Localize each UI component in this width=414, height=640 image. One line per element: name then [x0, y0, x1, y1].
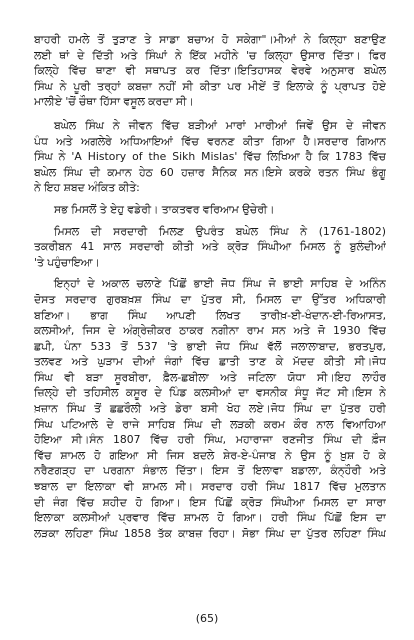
text-line: ਲੜਕਾ ਲਹਿਣਾ ਸਿੰਘ 1858 ਤੱਕ ਕਾਬਜ਼ ਰਿਹਾ। ਸੋਭਾ ਸਿੰਘ ਦਾ ਪੁੱਤਰ ਲਹਿਣਾ ਸਿੰਘ	[34, 526, 386, 540]
text-line: ਬਾਹਰੀ ਹਮਲੇ ਤੋਂ ਤੁੜਾਣ ਤੇ ਸਾਡਾ ਬਚਾਅ ਹੋ ਸਕੇਗਾ"।ਮੀਆਂ ਨੇ ਕਿਲ੍ਹਾ ਬਣਾਉਣ	[34, 33, 386, 46]
text-line: ਮਾਲੀਏ 'ਚੋਂ ਚੌਥਾ ਹਿੱਸਾ ਵਸੂਲ ਕਰਦਾ ਸੀ।	[34, 95, 194, 109]
text-line: ਇਲਾਕਾ ਕਲਸੀਆਂ ਪ੍ਰਵਾਰ ਵਿੱਚ ਸ਼ਾਮਲ ਹੋ ਗਿਆ। ਹਰੀ ਸਿੰਘ ਪਿੱਛੋਂ ਇਸ ਦਾ	[34, 511, 386, 525]
text-line: ਹੋਇਆ ਸੀ।ਸੰਨ 1807 ਵਿੱਚ ਹਰੀ ਸਿੰਘ, ਮਹਾਰਾਜਾ ਰਣਜੀਤ ਸਿੰਘ ਦੀ ਫ਼ੌਜ	[34, 433, 386, 447]
text-line: ਪੰਧ ਅਤੇ ਅਗਲੇਰੇ ਅਧਿਆਇਆਂ ਵਿੱਚ ਵਰਨਣ ਕੀਤਾ ਗਿਆ ਹੈ।ਸਰਦਾਰ ਗਿਆਨ	[34, 134, 386, 148]
text-line: ਲਈ ਥਾਂ ਦੇ ਦਿੱਤੀ ਅਤੇ ਸਿੰਘਾਂ ਨੇ ਇੱਕ ਮਹੀਨੇ 'ਚ ਕਿਲ੍ਹਾ ਉਸਾਰ ਦਿੱਤਾ। ਫਿਰ	[34, 48, 386, 62]
verse-quote	[34, 202, 386, 218]
document-page	[34, 32, 386, 541]
text-line: ਸਿੰਘ ਨੇ 'A History of the Sikh Mislas' ਵਿੱਚ ਲਿਖਿਆ ਹੈ ਕਿ 1783 ਵਿੱਚ	[34, 150, 386, 164]
text-line: ਦੀ ਜੰਗ ਵਿੱਚ ਸ਼ਹੀਦ ਹੋ ਗਿਆ। ਇਸ ਪਿੱਛੋਂ ਕ੍ਰੋੜ ਸਿੰਘੀਆ ਮਿਸਲ ਦਾ ਸਾਰਾ	[34, 495, 386, 509]
text-line: ਬਘੇਲ ਸਿੰਘ ਦੀ ਕਮਾਨ ਹੇਠ 60 ਹਜ਼ਾਰ ਸੈਨਿਕ ਸਨ।ਇਸੇ ਕਰਕੇ ਰਤਨ ਸਿੰਘ ਭੰਗੂ	[34, 165, 386, 179]
page-number: (65)	[195, 612, 219, 625]
text-line: ਤਲਵਣ ਅਤੇ ਘੁੜਾਮ ਦੀਆਂ ਜੰਗਾਂ ਵਿੱਚ ਛਾਤੀ ਤਾਣ ਕੇ ਮੱਦਦ ਕੀਤੀ ਸੀ।ਜੋਧ	[34, 355, 386, 369]
text-line: ਇਨ੍ਹਾਂ ਦੇ ਅਕਾਲ ਚਲਾਣੇ ਪਿੱਛੋਂ ਭਾਈ ਜੋਧ ਸਿੰਘ ਜੋ ਭਾਈ ਸਾਹਿਬ ਦੇ ਅਨਿੰਨ	[54, 277, 386, 291]
paragraph-gap	[34, 110, 386, 118]
text-line: 'ਤੇ ਪਹੁੰਚਾਇਆ।	[34, 255, 100, 269]
paragraph-3	[34, 224, 386, 271]
text-line: ਝਬਾਲ ਦਾ ਇਲਾਕਾ ਵੀ ਸ਼ਾਮਲ ਸੀ। ਸਰਦਾਰ ਹਰੀ ਸਿੰਘ 1817 ਵਿੱਚ ਮੁਲਤਾਨ	[34, 480, 386, 494]
text-line: ਖ਼ਜ਼ਾਨ ਸਿੰਘ ਤੋਂ ਛਛਰੌਲੀ ਅਤੇ ਡੇਰਾ ਬਸੀ ਖੋਹ ਲਏ।ਜੋਧ ਸਿੰਘ ਦਾ ਪੁੱਤਰ ਹਰੀ	[34, 402, 386, 416]
text-line: ਨਰੈਣਗੜ੍ਹ ਦਾ ਪਰਗਨਾ ਸੰਭਾਲ ਦਿੱਤਾ। ਇਸ ਤੋਂ ਇਲਾਵਾ ਬਡਾਲਾ, ਕੰਨ੍ਹੌਰੀ ਅਤੇ	[34, 464, 386, 478]
text-line: ਸਿੰਘ ਨੇ ਪੂਰੀ ਤਰ੍ਹਾਂ ਕਬਜ਼ਾ ਨਹੀਂ ਸੀ ਕੀਤਾ ਪਰ ਮੀਏਂ ਤੋਂ ਇਲਾਕੇ ਨੂੰ ਪ੍ਰਾਪਤ ਹੋਏ	[34, 79, 386, 93]
text-line: ਮਿਸਲ ਦੀ ਸਰਦਾਰੀ ਮਿਲਣ ਉਪਰੰਤ ਬਘੇਲ ਸਿੰਘ ਨੇ (1761-1802)	[54, 224, 386, 238]
text-line: ਤਕਰੀਬਨ 41 ਸਾਲ ਸਰਦਾਰੀ ਕੀਤੀ ਅਤੇ ਕ੍ਰੋੜ ਸਿੰਘੀਆ ਮਿਸਲ ਨੂੰ ਬੁਲੰਦੀਆਂ	[34, 240, 386, 254]
text-line: ਜ਼ਿਲ੍ਹੇ ਦੀ ਤਹਿਸੀਲ ਕਸੂਰ ਦੇ ਪਿੰਡ ਕਲਸੀਆਂ ਦਾ ਵਸਨੀਕ ਸੰਧੂ ਜੱਟ ਸੀ।ਇਸ ਨੇ	[34, 386, 386, 400]
text-line: ਕਲਸੀਆਂ, ਜਿਸ ਦੇ ਅੰਗ੍ਰੇਜ਼ੀਕਰ ਠਾਕਰ ਨਗੀਨਾ ਰਾਮ ਸਨ ਅਤੇ ਜੋ 1930 ਵਿੱਚ	[34, 324, 386, 338]
verse-line: ਸਭ ਮਿਸਲੋਂ ਤੇ ਏਹੁ ਵਡੇਰੀ। ਤਾਕਤਵਰ ਵਰਿਆਮ ਉਚੇਰੀ।	[54, 202, 275, 216]
text-line: ਨੇ ਇਹ ਸ਼ਬਦ ਅੰਕਿਤ ਕੀਤੇ:	[34, 181, 140, 195]
text-line: ਛਪੀ, ਪੰਨਾ 533 ਤੋਂ 537 'ਤੇ ਭਾਈ ਜੋਧ ਸਿੰਘ ਵੱਲੋਂ ਜਲਾਲਾਬਾਦ, ਭਰਤਪੁਰ,	[34, 339, 386, 353]
text-line: ਸਿੰਘ ਪਟਿਆਲੇ ਦੇ ਰਾਜੇ ਸਾਹਿਬ ਸਿੰਘ ਦੀ ਲੜਕੀ ਕਰਮ ਕੌਰ ਨਾਲ ਵਿਆਹਿਆ	[34, 417, 386, 431]
text-line: ਬਣਿਆ। ਭਾਗ ਸਿੰਘ ਆਪਣੀ ਲਿਖਤ ਤਾਰੀਖ਼-ਈ-ਖੰਦਾਨ-ਈ-ਰਿਆਸਤ,	[34, 308, 386, 322]
text-line: ਵਿੱਚ ਸ਼ਾਮਲ ਹੋ ਗਇਆ ਸੀ ਜਿਸ ਬਦਲੇ ਸ਼ੇਰ-ਏ-ਪੰਜਾਬ ਨੇ ਉਸ ਨੂੰ ਖ਼ੁਸ਼ ਹੋ ਕੇ	[34, 448, 386, 462]
paragraph-4	[34, 276, 386, 541]
paragraph-2	[34, 118, 386, 196]
text-line: ਦੋਸਤ ਸਰਦਾਰ ਗੁਰਬਖ਼ਸ਼ ਸਿੰਘ ਦਾ ਪੁੱਤਰ ਸੀ, ਮਿਸਲ ਦਾ ਉੱਤਰ ਅਧਿਕਾਰੀ	[34, 292, 386, 306]
paragraph-1	[34, 32, 386, 110]
text-line: ਬਘੇਲ ਸਿੰਘ ਨੇ ਜੀਵਨ ਵਿੱਚ ਬੜੀਆਂ ਮਾਰਾਂ ਮਾਰੀਆਂ ਜਿਵੇਂ ਉਸ ਦੇ ਜੀਵਨ	[54, 118, 386, 132]
text-line: ਸਿੰਘ ਵੀ ਬੜਾ ਸੂਰਬੀਰਾ, ਫ਼ੈਲ-ਛਬੀਲਾ ਅਤੇ ਜਟਿਲਾ ਯੋਧਾ ਸੀ।ਇਹ ਲਾਹੌਰ	[34, 370, 386, 384]
text-line: ਕਿਲ੍ਹੇ ਵਿੱਚ ਥਾਣਾ ਵੀ ਸਥਾਪਤ ਕਰ ਦਿੱਤਾ।ਇਤਿਹਾਸਕ ਵੇਰਵੇ ਅਨੁਸਾਰ ਬਘੇਲ	[34, 64, 386, 78]
